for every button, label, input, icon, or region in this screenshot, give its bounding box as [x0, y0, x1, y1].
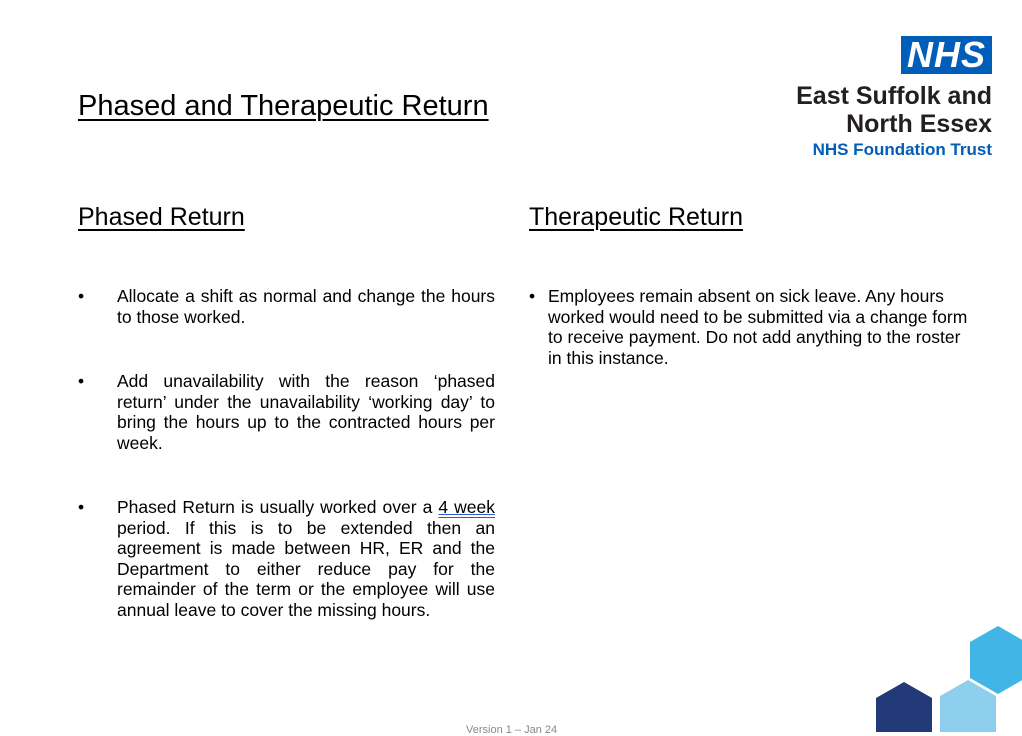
- hexagon-mid-blue: [970, 626, 1022, 694]
- bullet-text: [117, 497, 495, 621]
- logo-line-3: NHS Foundation Trust: [812, 140, 992, 159]
- bullet-text-start: Phased Return is usually worked over a: [117, 497, 439, 517]
- hexagon-dark-blue: [876, 682, 932, 732]
- bullet-dot-icon: •: [529, 286, 536, 306]
- decorative-hexagons: [868, 622, 1022, 732]
- phased-bullet-3: [78, 497, 495, 643]
- bullet-dot-icon: •: [78, 497, 85, 517]
- bullet-dot-icon: •: [78, 371, 85, 391]
- logo-line-2: North Essex: [846, 110, 992, 138]
- phased-bullet-1: [78, 286, 495, 328]
- bullet-text: Add unavailability with the reason ‘phased return’ under the unavailability ‘working day’ to bring the hours up to the contracted hours per week.: [117, 371, 495, 453]
- bullet-text: Employees remain absent on sick leave. Any hours worked would need to be submitted via a change form to receive payment. Do not add anything to the roster in this instance.: [548, 286, 968, 368]
- phased-return-heading: Phased Return: [78, 203, 245, 231]
- logo-line-1: East Suffolk and: [796, 82, 992, 110]
- bullet-dot-icon: •: [78, 286, 85, 306]
- therapeutic-return-heading: Therapeutic Return: [529, 203, 744, 231]
- bullet-text-end: period. If this is to be extended then an agreement is made between HR, ER and the Department to either reduce pay for the remainder of the term or the employee will use annual leave to cover the missing hours.: [117, 517, 495, 620]
- version-footer: Version 1 – Jan 24: [466, 724, 558, 736]
- nhs-logo: [772, 36, 992, 162]
- four-week-text: 4 week: [438, 497, 496, 517]
- phased-bullet-2: [78, 371, 495, 455]
- bullet-text: Allocate a shift as normal and change the hours to those worked.: [117, 286, 495, 327]
- nhs-badge: NHS: [901, 36, 992, 74]
- page-title: Phased and Therapeutic Return: [78, 90, 489, 122]
